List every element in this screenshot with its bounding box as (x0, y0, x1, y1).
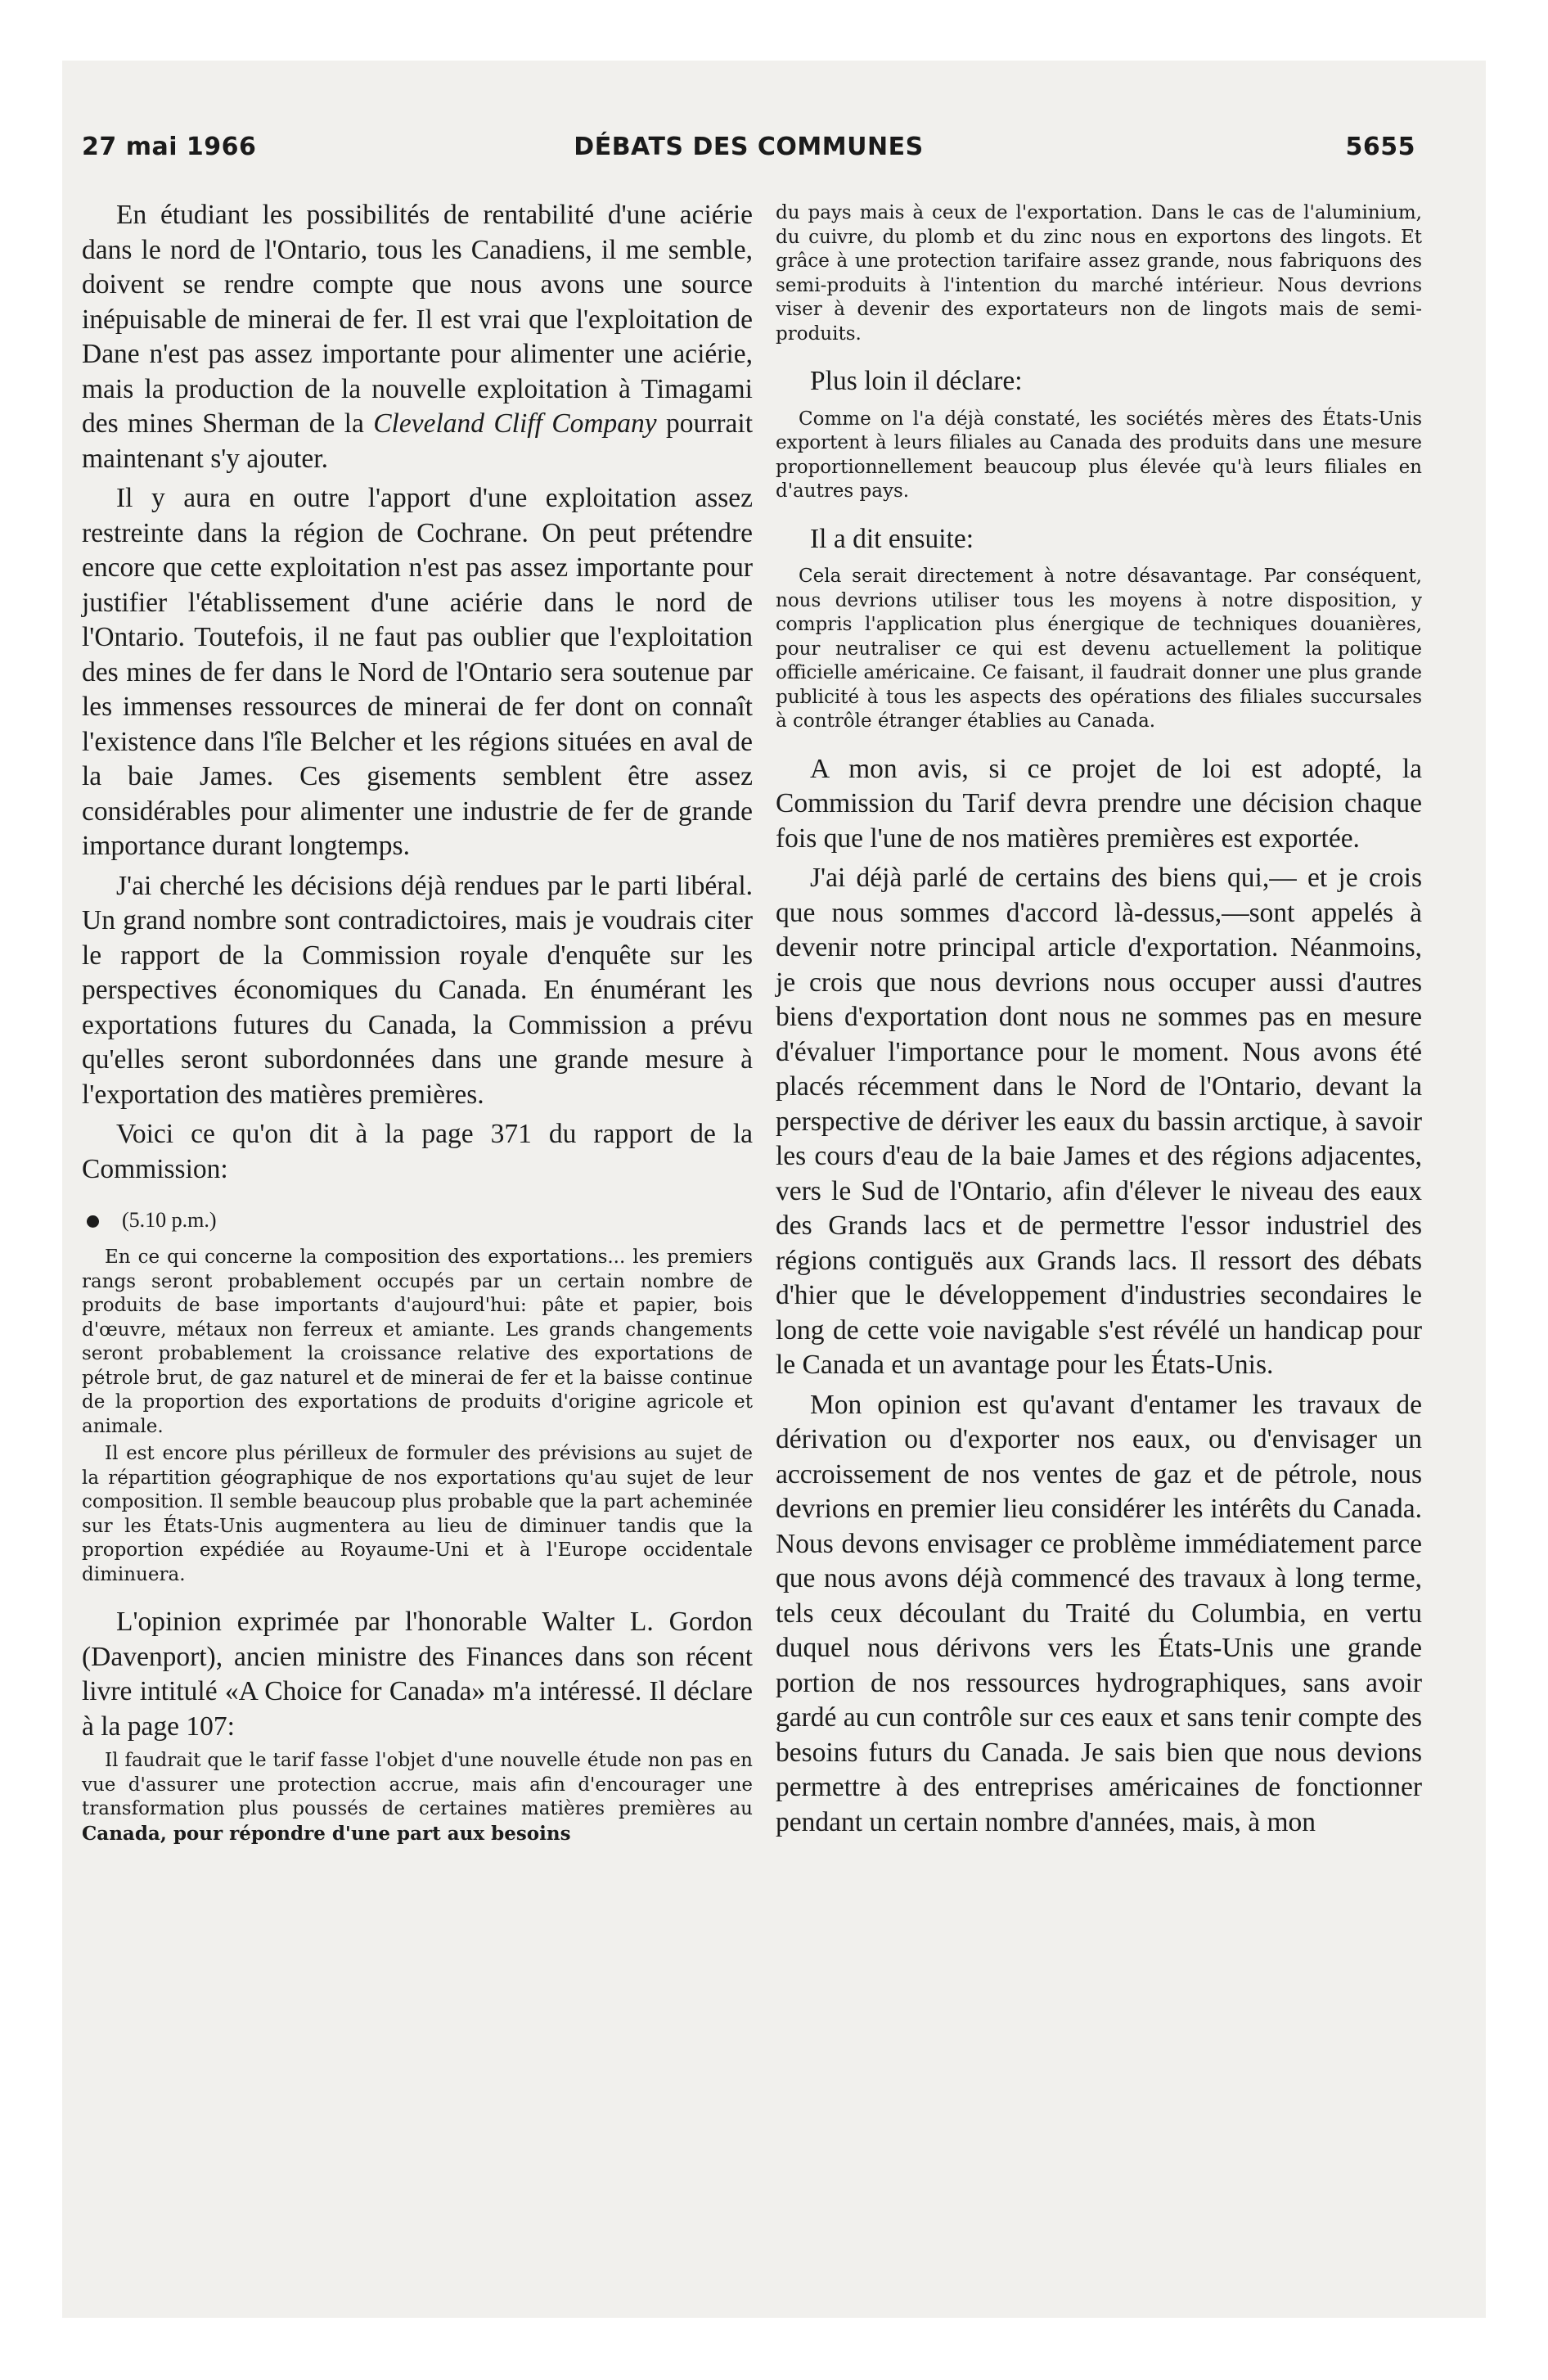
quotation (776, 201, 1422, 346)
quote-intro: Plus loin il déclare: (810, 366, 1023, 396)
time-marker (82, 1205, 753, 1236)
quotation (776, 565, 1422, 734)
quote-text-bold: Canada, pour répondre d'une part aux besoins (82, 1822, 571, 1845)
bullet-icon (87, 1215, 99, 1228)
paragraph-text-end: pourrait maintenant s'y ajouter. (82, 408, 754, 474)
quote-paragraph: Il est encore plus périlleux de formuler des prévisions au sujet de la répartition géographique de nos exportations qu'au sujet de leur composition. Il semble beaucoup plus probable que la part acheminée sur les États-Unis augmentera au lieu de diminuer tandis que la proportion expédiée au Royaume-Uni et à l'Europe occidentale diminuera. (82, 1443, 753, 1585)
time-marker-text: (5.10 p.m.) (122, 1208, 217, 1232)
quotation (82, 1246, 753, 1587)
page-header (82, 133, 1415, 174)
quotation (82, 1749, 753, 1846)
paragraph: Mon opinion est qu'avant d'entamer les travaux de dérivation ou d'exporter nos eaux, ou d'envisager un accroissement de nos ventes de gaz et de pétrole, nous devrions en premier lieu considérer les intérêts du Canada. Nous devons envisager ce problème immédiatement parce que nous avons déjà commencé des travaux à long terme, tels ceux découlant du Traité du Columbia, en vertu duquel nous dérivons vers les États-Unis une grande portion de nos ressources hydrographiques, sans avoir gardé au cun contrôle sur ces eaux et sans tenir compte des besoins futurs du Canada. Je sais bien que nous devions permettre à des entreprises américaines de fonctionner pendant un certain nombre d'années, mais, à mon (776, 1389, 1422, 1837)
paragraph: L'opinion exprimée par l'honorable Walter L. Gordon (Davenport), ancien ministre des Finances dans son récent livre intitulé «A Choice for Canada» m'a intéressé. Il déclare à la page 107: (82, 1607, 753, 1742)
paragraph: Il y aura en outre l'apport d'une exploitation assez restreinte dans la région de Cochrane. On peut prétendre encore que cette exploitation n'est pas assez importante pour justifier l'établissement d'une aciérie dans le nord de l'Ontario. Toutefois, il ne faut pas oublier que l'exploitation des mines de fer dans le Nord de l'Ontario sera soutenue par les immenses ressources de minerai de fer dont on connaît l'existence dans l'île Belcher et les régions situées en aval de la baie James. Ces gisements semblent être assez considérables pour alimenter une industrie de fer de grande importance durant longtemps. (82, 483, 753, 861)
header-date: 27 mai 1966 (82, 133, 257, 161)
quote-paragraph: Cela serait directement à notre désavantage. Par conséquent, nous devrions utiliser tous les moyens à notre disposition, y compris l'application plus énergique de techniques douanières, pour neutraliser ce qui est devenu actuellement la politique officielle américaine. Ce faisant, il faudrait donner une plus grande publicité à tous les aspects des opérations des filiales succursales à contrôle étranger établies au Canada. (776, 566, 1422, 732)
header-page-number: 5655 (1345, 133, 1415, 161)
left-column (82, 198, 753, 1864)
quote-paragraph: Comme on l'a déjà constaté, les sociétés mères des États-Unis exportent à leurs filiales au Canada des produits dans une mesure proportionnellement beaucoup plus élevée qu'à leurs filiales en d'autres pays. (776, 408, 1422, 502)
quote-paragraph (82, 1749, 753, 1846)
paragraph: A mon avis, si ce projet de loi est adopté, la Commission du Tarif devra prendre une décision chaque fois que l'une de nos matières premières est exportée. (776, 753, 1422, 854)
header-title: DÉBATS DES COMMUNES (574, 133, 924, 161)
paragraph: J'ai déjà parlé de certains des biens qui,— et je crois que nous sommes d'accord là-dessus,—sont appelés à devenir notre principal article d'exportation. Néanmoins, je crois que nous devrions nous occuper aussi d'autres biens d'exportation dont nous ne sommes pas en mesure d'évaluer l'importance pour le moment. Nous avons été placés récemment dans le Nord de l'Ontario, devant la perspective de dériver les eaux du bassin arctique, à savoir les cours d'eau de la baie James et des régions adjacentes, vers le Sud de l'Ontario, afin d'élever le niveau des eaux des Grands lacs et de permettre l'essor industriel des régions contiguës aux Grands lacs. Il ressort des débats d'hier que le développement d'industries secondaires le long de cette voie navigable s'est révélé un handicap pour le Canada et un avantage pour les États-Unis. (776, 863, 1422, 1380)
quote-paragraph: En ce qui concerne la composition des exportations... les premiers rangs seront probablement occupés par un certain nombre de produits de base importants d'aujourd'hui: pâte et papier, bois d'œuvre, métaux non ferreux et amiante. Les grands changements seront probablement la croissance relative des exportations de pétrole brut, de gaz naturel et de minerai de fer et la baisse continue de la proportion des exportations de produits d'origine agricole et animale. (82, 1246, 753, 1437)
paragraph (82, 198, 753, 476)
quote-continuation: du pays mais à ceux de l'exportation. Dans le cas de l'aluminium, du cuivre, du plomb et du zinc nous en exportons des lingots. Et grâce à une protection tarifaire assez grande, nous fabriquons des semi-produits à l'intention du marché intérieur. Nous devrions viser à devenir des exportateurs non de lingots mais de semi-produits. (776, 202, 1422, 345)
paragraph-text: En étudiant les possibilités de rentabilité d'une aciérie dans le nord de l'Ontario, tous les Canadiens, il me semble, doivent se rendre compte que nous avons une source inépuisable de minerai de fer. Il est vrai que l'exploitation de Dane n'est pas assez importante pour alimenter une aciérie, mais la production de la nouvelle exploitation à Timagami des mines Sherman de la (82, 200, 753, 439)
quotation (776, 408, 1422, 504)
right-column (776, 198, 1422, 1845)
paragraph: J'ai cherché les décisions déjà rendues par le parti libéral. Un grand nombre sont contradictoires, mais je voudrais citer le rapport de la Commission royale d'enquête sur les perspectives économiques du Canada. En énumérant les exportations futures du Canada, la Commission a prévu qu'elles seront subordonnées dans une grande mesure à l'exportation des matières premières. (82, 870, 753, 1110)
quote-intro: Il a dit ensuite: (810, 523, 974, 554)
quote-text: Il faudrait que le tarif fasse l'objet d'une nouvelle étude non pas en vue d'assurer une protection accrue, mais afin d'encourager une transformation plus poussés de certaines matières premières au (82, 1750, 753, 1819)
paragraph: Voici ce qu'on dit à la page 371 du rapport de la Commission: (82, 1119, 753, 1184)
company-name: Cleveland Cliff Company (373, 408, 657, 439)
